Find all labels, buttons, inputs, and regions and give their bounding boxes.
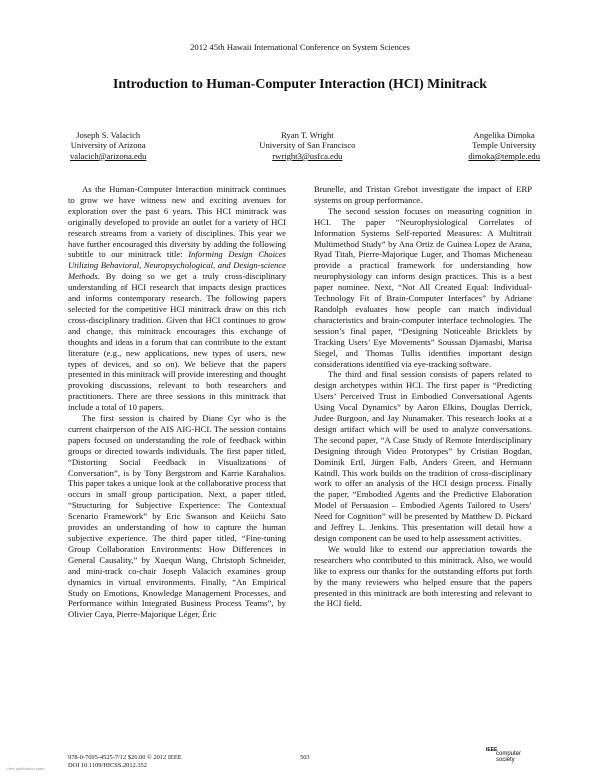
author-3 (468, 130, 540, 161)
body-paragraph-session-3: The third and final session consists of papers related to design archetypes within HCI. The first paper is “Predicting Users’ Perceived Trust in Embodied Conversational Agents Using Vocal Dynamics” by Aaron Elkins, Douglas Derrick, Judee Burgoon, and Jay Nunamaker. This research looks at a design artifact which will be used to analyze conversations. The second paper, “A Case Study of Remote Interdisciplinary Designing through Video Prototypes” by Cristian Bogdan, Dominik Ertl, Jürgen Falb, Anders Green, and Hermann Kaindl. This work builds on the tradition of cross-disciplinary work to offer an analysis of the HCI design process. Finally the paper, “Embodied Agents and the Predictive Elaboration Model of Persuasion – Embodied Agents Tailored to Users’ Need for Cognition” will be presented by Matthew D. Pickard and Jeffrey L. Jenkins. This presentation will detail how a design component can be used to help assessment activities. (314, 369, 532, 543)
body-paragraph-session-1: The first session is chaired by Diane Cyr who is the current chairperson of the AIS AIG-HCI. The session contains papers focused on understanding the role of feedback within groups or directed towards individuals. The first paper titled, “Distorting Social Feedback in Visualizations of Conversation”, is by Tony Bergstrom and Karrie Karahalios. This paper takes a unique look at the collaborative process that occurs in small group participation. Next, a paper titled, “Structuring for Subjective Experience: The Contextual Scenario Framework” by Eric Swanson and Keiichi Sato provides an understanding of how to capture the human subjective experience. The third paper titled, “Fine-tuning Group Collaboration Environments: How Differences in General Causality,” by Xuequn Wang, Christoph Schneider, and mini-track co-chair Joseph Valacich examines group dynamics in virtual environments. Finally, “An Empirical Study on Emotions, Knowledge Management Processes, and Performance within Integrated Business Process Teams”, by Olivier Caya, Pierre-Majorique Léger, Éric (68, 413, 286, 620)
author-1 (70, 130, 146, 161)
author-affiliation: University of San Francisco (259, 140, 356, 151)
body-paragraph-session-2: The second session focuses on measuring cognition in HCI. The paper “Neurophysiological Correlates of Information Systems Self-reported Measures: A Multitrait Multimethod Study” by Ana Ortiz de Guinea Lopez de Arana, Ryad Titah, Pierre-Majorique Luger, and Thomas Micheneau provide a practical framework for understanding how neurophysiology can inform design practices. This is a best paper nominee. Next, “Not All Created Equal: Individual-Technology Fit of Brain-Computer Interfaces” by Adriane Randolph evaluates how people can match individual characteristics and brain-computer interface technologies. The session’s final paper, “Designing Noticeable Bricklets by Tracking Users’ Eye Movements” Soussan Djamasbi, Marisa Siegel, and Thomas Tullis identifies important design considerations identified via eye-tracking software. (314, 205, 532, 369)
body-paragraph-intro (68, 184, 286, 413)
body-paragraph-acknowledgement: We would like to extend our appreciation towards the researchers who contributed to this minitrack. Also, we would like to express our thanks for the outstanding efforts put forth by the many reviewers who helped ensure that the papers presented in this minitrack are both interesting and relevant to the HCI field. (314, 543, 532, 609)
conference-header: 2012 45th Hawaii International Conference on System Sciences (190, 42, 410, 52)
computer-society-logo (486, 747, 536, 771)
footer-citation (68, 754, 182, 769)
author-name: Angelika Dimoka (473, 130, 535, 140)
author-affiliation: University of Arizona (70, 140, 146, 151)
logo-wordmark (496, 751, 521, 763)
author-2 (259, 130, 355, 161)
author-block (70, 130, 540, 161)
intro-text: As the Human-Computer Interaction minitrack continues to grow we have witness new and exciting avenues for exploration over the past 6 years. This HCI minitrack was originally developed to provide an outlet for a variety of HCI research streams from a variety of disciplines. This year we have further encouraged this diversity by adding the following subtitle to our minitrack title: (68, 184, 286, 260)
isbn-line: 978-0-7695-4525-7/12 $26.00 © 2012 IEEE (68, 754, 182, 761)
doi-line: DOI 10.1109/HICSS.2012.352 (68, 761, 147, 769)
author-affiliation: Temple University (472, 140, 537, 151)
logo-word-computer: computer (496, 751, 522, 757)
logo-word-society: society (496, 757, 515, 763)
left-column (68, 184, 286, 620)
right-column (314, 184, 532, 609)
page-number: 503 (300, 754, 310, 761)
watermark-link[interactable]: View publication stats (6, 766, 45, 771)
ieee-mark-icon: IEEE (486, 747, 498, 753)
subtitle-italic: Informing Design Choices Utilizing Behavioral, Neuropsychological, and Design-science Methods (68, 249, 286, 282)
author-name: Ryan T. Wright (281, 130, 334, 140)
body-paragraph-continued: Brunelle, and Tristan Grebot investigate the impact of ERP systems on group performance. (314, 184, 532, 205)
author-name: Joseph S. Valacich (76, 130, 141, 140)
author-email-link[interactable]: dimoka@temple.edu (468, 150, 540, 161)
paper-title: Introduction to Human-Computer Interaction (HCI) Minitrack (113, 76, 487, 91)
author-email-link[interactable]: valacich@arizona.edu (70, 150, 147, 161)
intro-text-cont: . By doing so we get a truly cross-disciplinary understanding of HCI research that impacts design practices and informs contemporary research. The following papers selected for the competitive HCI minitrack draw on this rich cross-disciplinary tradition. Given that HCI continues to grow and change, this minitrack encourages this exchange of thoughts and ideas in a forum that can contribute to the extant literature (e.g., new applications, new types of users, new types of devices, and so on). We believe that the papers presented in this minitrack will provide interesting and thought provoking discussions, relevant to both researchers and practitioners. There are three sessions in this minitrack that include a total of 10 papers. (68, 271, 286, 413)
author-email-link[interactable]: rwright3@usfca.edu (272, 150, 343, 161)
